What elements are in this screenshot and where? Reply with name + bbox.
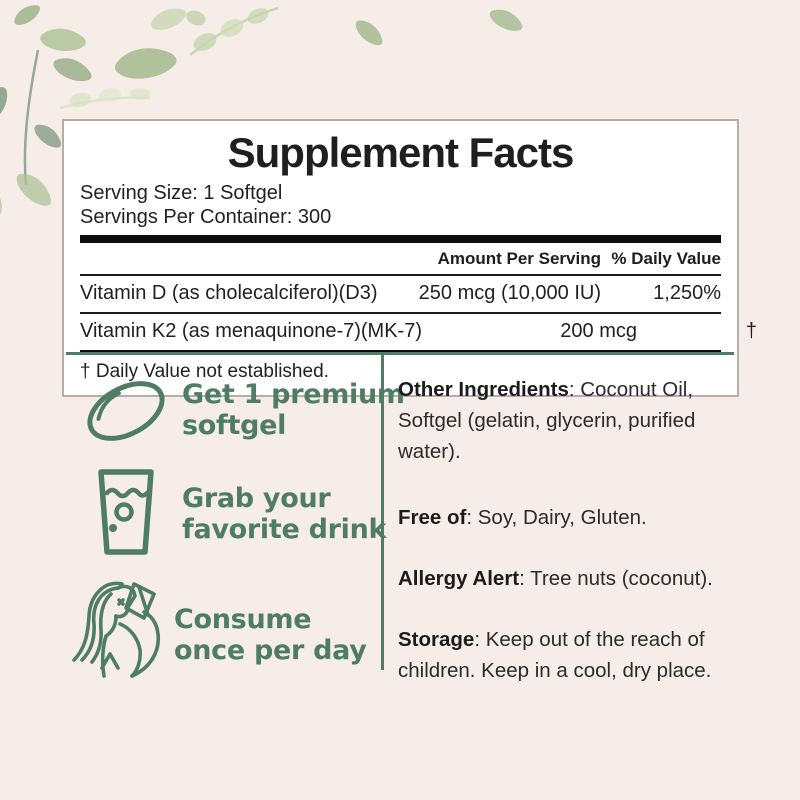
table-row-vitamin-d: [80, 276, 721, 312]
header-daily-value: % Daily Value: [611, 249, 721, 268]
supplement-facts-panel: [62, 119, 758, 397]
softgel-icon: [70, 374, 182, 448]
nutrient-name: Vitamin D (as cholecalciferol)(D3): [80, 282, 378, 304]
servings-per-container: Servings Per Container: 300: [80, 206, 332, 228]
nutrient-amount: 200 mcg: [560, 320, 638, 342]
step-consume-daily: [62, 576, 367, 684]
panel-title: Supplement Facts: [227, 129, 574, 176]
horizontal-divider: [66, 352, 734, 355]
nutrient-name: Vitamin K2 (as menaquinone-7)(MK-7): [80, 320, 423, 342]
table-row-vitamin-k2: [80, 314, 758, 350]
info-column: [398, 374, 730, 686]
nutrient-daily-value: 1,250%: [653, 282, 721, 304]
nutrient-daily-value: †: [745, 320, 758, 342]
other-ingredients-text: Other Ingredients: Coconut Oil, Softgel (gelatin, glycerin, purified water).: [398, 378, 696, 463]
allergy-alert-text: Allergy Alert: Tree nuts (coconut).: [398, 567, 713, 590]
water-glass-icon: [70, 468, 182, 556]
nutrient-amount: 250 mcg (10,000 IU): [418, 282, 601, 304]
step-grab-drink: [70, 468, 386, 556]
free-of-text: Free of: Soy, Dairy, Gluten.: [398, 506, 647, 529]
divider-thick-top: [80, 235, 721, 243]
table-header-row: [80, 243, 721, 274]
serving-size: Serving Size: 1 Softgel: [80, 182, 283, 204]
daily-value-footnote: † Daily Value not established.: [80, 361, 329, 382]
step-get-softgel: [70, 374, 405, 448]
step-label: Get 1 premium softgel: [182, 379, 405, 441]
header-amount-per-serving: Amount Per Serving: [437, 249, 601, 268]
person-drinking-icon: [62, 576, 174, 684]
step-label: Consume once per day: [174, 604, 367, 666]
step-label: Grab your favorite drink: [182, 483, 387, 545]
storage-text: Storage: Keep out of the reach of children. Keep in a cool, dry place.: [398, 628, 712, 682]
